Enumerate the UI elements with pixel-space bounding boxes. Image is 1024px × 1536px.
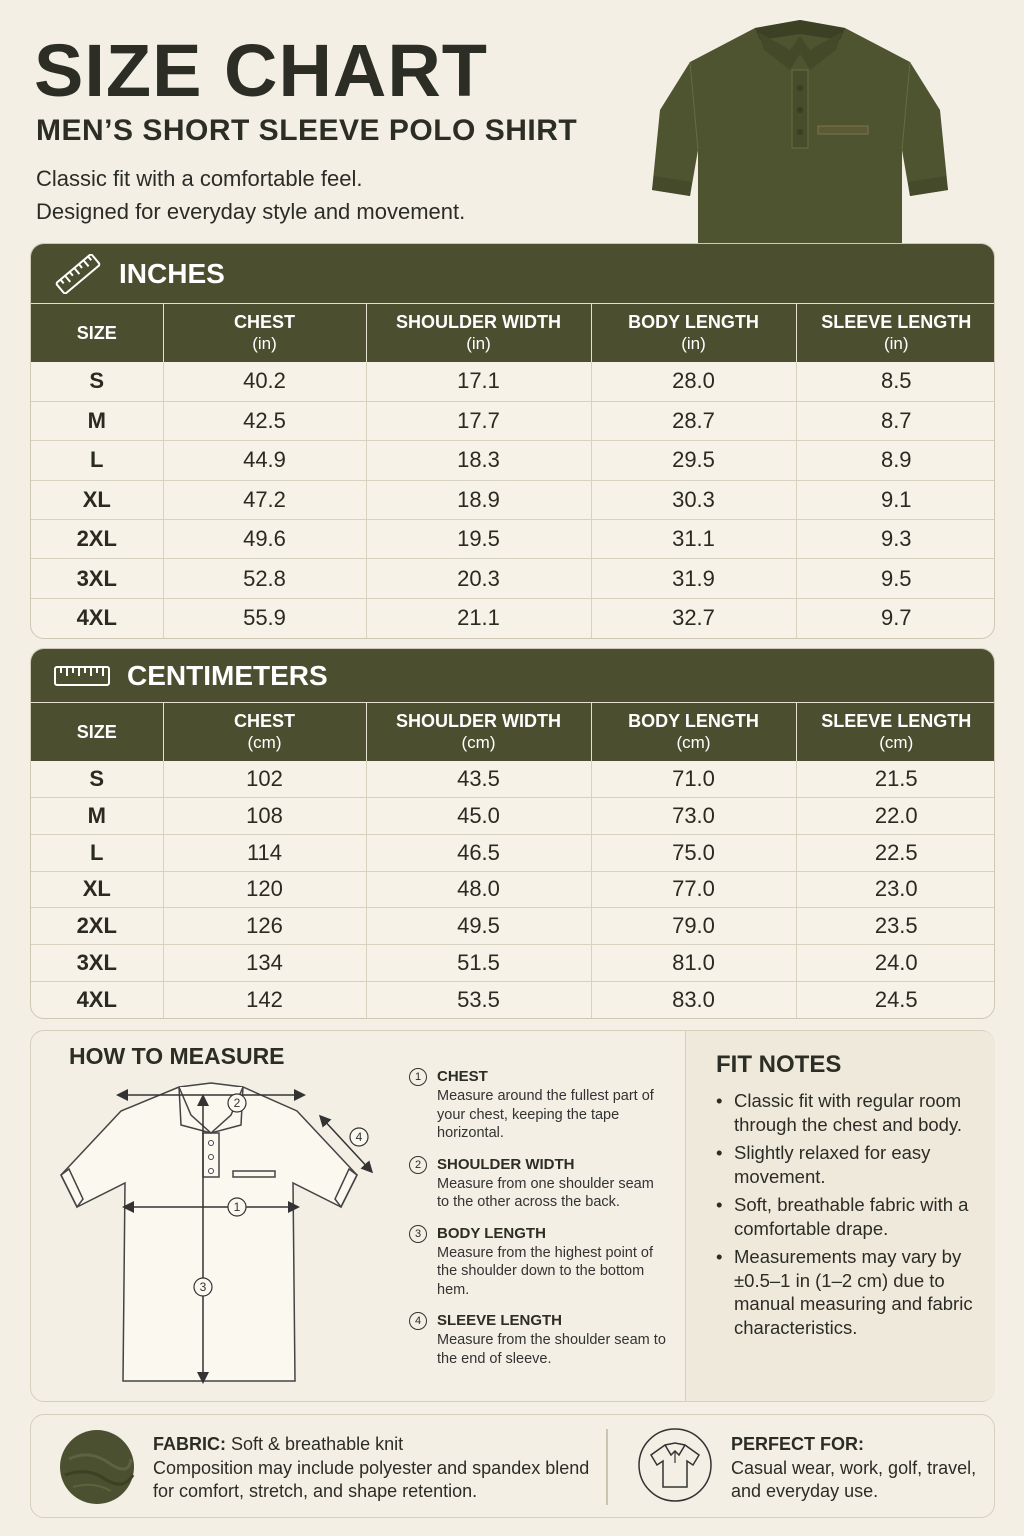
table-row: 3XL 52.8 20.3 31.9 9.5 — [31, 559, 995, 598]
list-item: • Slightly relaxed for easy movement. — [716, 1141, 986, 1188]
list-item: • Measurements may vary by ±0.5–1 in (1–2 cm) due to manual measuring and fabric characteristics. — [716, 1245, 986, 1339]
tape-measure-icon — [53, 664, 111, 688]
diagram-label-chest: 1 — [233, 1200, 241, 1214]
table-row: M 108 45.0 73.0 22.0 — [31, 798, 995, 835]
polo-shirt-photo — [640, 10, 960, 244]
step-shoulder-width — [409, 1155, 669, 1212]
table-row: S 40.2 17.1 28.0 8.5 — [31, 362, 995, 401]
centimeters-table — [31, 703, 995, 1018]
inches-table — [31, 304, 995, 638]
page-title: SIZE CHART — [34, 29, 488, 112]
table-row: 3XL 134 51.5 81.0 24.0 — [31, 944, 995, 981]
table-row: S 102 43.5 71.0 21.5 — [31, 761, 995, 798]
polo-shirt-icon — [637, 1427, 713, 1503]
step-body-length — [409, 1224, 669, 1300]
perfect-for-description: Casual wear, work, golf, travel, and everyday use. — [731, 1457, 977, 1501]
table-row: L 44.9 18.3 29.5 8.9 — [31, 441, 995, 480]
product-description — [36, 162, 465, 228]
diagram-label-shoulder: 2 — [233, 1096, 241, 1110]
column-header-size: SIZE — [31, 304, 163, 362]
diagram-label-body: 3 — [199, 1280, 207, 1294]
table-row: M 42.5 17.7 28.7 8.7 — [31, 401, 995, 440]
column-header-size: SIZE — [31, 703, 163, 761]
table-row: 2XL 126 49.5 79.0 23.5 — [31, 908, 995, 945]
fabric-label: FABRIC: — [153, 1434, 226, 1454]
step-text: Measure from the highest point of the shoulder down to the bottom hem. — [437, 1244, 654, 1298]
step-sleeve-length — [409, 1311, 669, 1368]
inches-section — [30, 243, 995, 639]
product-subtitle: MEN’S SHORT SLEEVE POLO SHIRT — [36, 114, 578, 147]
list-item: • Classic fit with regular room through the chest and body. — [716, 1089, 986, 1136]
perfect-for-label: PERFECT FOR: — [731, 1434, 864, 1454]
fabric-swatch-icon — [59, 1429, 135, 1505]
ruler-icon — [53, 254, 103, 294]
column-header-chest: CHEST (cm) — [163, 703, 366, 761]
step-title: BODY LENGTH — [437, 1224, 546, 1242]
inches-header — [31, 244, 994, 304]
step-text: Measure around the fullest part of your chest, keeping the tape horizontal. — [437, 1088, 654, 1141]
centimeters-section — [30, 648, 995, 1019]
measurement-diagram — [51, 1075, 391, 1385]
fit-notes-panel — [685, 1031, 995, 1401]
fit-notes-list — [716, 1089, 986, 1344]
step-text: Measure from the shoulder seam to the end of sleeve. — [437, 1332, 666, 1367]
column-header-shoulder: SHOULDER WIDTH (in) — [366, 304, 591, 362]
step-chest — [409, 1067, 669, 1143]
inches-heading: INCHES — [119, 257, 225, 289]
centimeters-heading: CENTIMETERS — [127, 659, 328, 691]
column-header-body: BODY LENGTH (in) — [591, 304, 796, 362]
step-number: 2 — [409, 1156, 427, 1174]
step-title: CHEST — [437, 1068, 488, 1085]
description-line-1: Classic fit with a comfortable feel. — [36, 166, 363, 191]
column-header-body: BODY LENGTH (cm) — [591, 703, 796, 761]
column-header-chest: CHEST (in) — [163, 304, 366, 362]
column-header-sleeve: SLEEVE LENGTH (cm) — [796, 703, 995, 761]
column-header-sleeve: SLEEVE LENGTH (in) — [796, 304, 995, 362]
how-to-measure-title: HOW TO MEASURE — [69, 1043, 285, 1069]
step-text: Measure from one shoulder seam to the other across the back. — [437, 1175, 654, 1210]
fabric-info-section — [30, 1414, 995, 1518]
description-line-2: Designed for everyday style and movement. — [36, 199, 466, 224]
table-row: 4XL 55.9 21.1 32.7 9.7 — [31, 598, 995, 637]
fabric-value: Soft & breathable knit — [231, 1434, 404, 1454]
step-number: 1 — [409, 1068, 427, 1086]
table-row: XL 120 48.0 77.0 23.0 — [31, 871, 995, 908]
how-to-measure-section — [30, 1030, 995, 1402]
step-number: 4 — [409, 1312, 427, 1330]
perfect-for-text — [731, 1433, 981, 1504]
step-number: 3 — [409, 1225, 427, 1243]
step-title: SLEEVE LENGTH — [437, 1312, 563, 1329]
column-header-shoulder: SHOULDER WIDTH (cm) — [366, 703, 591, 761]
diagram-label-sleeve: 4 — [355, 1130, 363, 1144]
fabric-text — [153, 1433, 613, 1504]
table-row: 4XL 142 53.5 83.0 24.5 — [31, 981, 995, 1018]
table-row: 2XL 49.6 19.5 31.1 9.3 — [31, 520, 995, 559]
step-title: SHOULDER WIDTH — [437, 1155, 575, 1173]
fit-notes-title: FIT NOTES — [716, 1051, 842, 1078]
table-row: XL 47.2 18.9 30.3 9.1 — [31, 480, 995, 519]
measure-steps — [409, 1067, 669, 1380]
centimeters-header — [31, 649, 994, 703]
list-item: • Soft, breathable fabric with a comfortable drape. — [716, 1193, 986, 1240]
divider — [606, 1429, 608, 1505]
fabric-description: Composition may include polyester and spandex blend for comfort, stretch, and shape retention. — [153, 1457, 590, 1501]
table-row: L 114 46.5 75.0 22.5 — [31, 834, 995, 871]
